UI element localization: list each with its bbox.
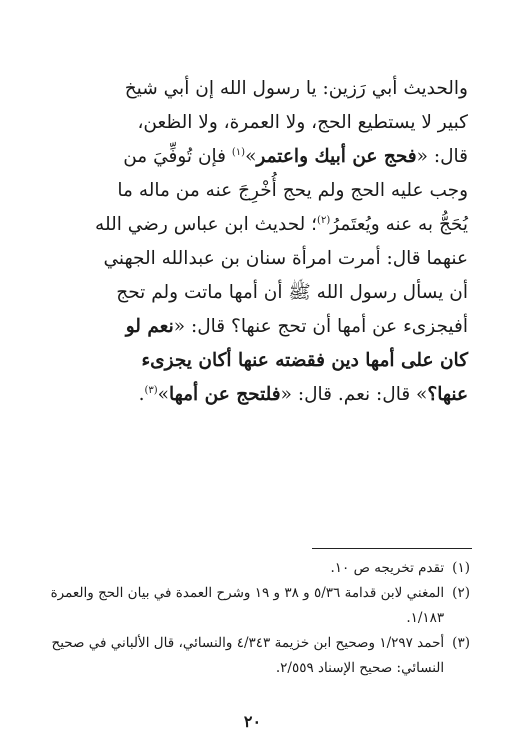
footnote-text: تقدم تخريجه ص ١٠. [330, 560, 445, 576]
text-run: . [138, 384, 145, 405]
main-text [40, 72, 468, 412]
footnote-number: (٢) [452, 585, 470, 601]
text-line [40, 310, 468, 344]
text-line [40, 140, 468, 174]
text-run: أفيجزىء عن أمها أن تحج عنها؟ قال: « [173, 316, 468, 337]
text-line [40, 72, 468, 106]
footnotes [40, 556, 470, 681]
text-run: أن يسأل رسول الله ﷺ أن أمها ماتت ولم تحج [116, 282, 468, 303]
text-line [40, 242, 468, 276]
text-run: فإن تُوفِّيَ من [123, 146, 232, 167]
footnote [40, 581, 470, 631]
text-line [40, 344, 468, 378]
hadith-quote: عنها؟ [427, 384, 468, 405]
footnote [40, 631, 470, 681]
text-run: » قال: نعم. قال: « [280, 384, 428, 405]
text-run: وجب عليه الحج ولم يحج أُخْرِجَ عنه من ماله ما [117, 180, 468, 201]
text-run: عنهما قال: أمرت امرأة سنان بن عبدالله الجهني [103, 248, 468, 269]
page-number: ٢٠ [243, 712, 262, 731]
hadith-quote: فحج عن أبيك واعتمر [256, 146, 417, 167]
text-line [40, 378, 468, 412]
text-line [40, 276, 468, 310]
footnote-ref: (٢) [317, 214, 331, 226]
text-line [40, 208, 468, 242]
hadith-quote: نعم لو [125, 316, 174, 337]
footnote-ref: (٣) [144, 384, 158, 396]
footnote-number: (٣) [452, 635, 470, 651]
hadith-quote: فلتحج عن أمها [168, 384, 281, 405]
hadith-quote: كان على أمها دين فقضته عنها أكان يجزىء [141, 350, 468, 371]
footnote-text: المغني لابن قدامة ٥/٣٦ و ٣٨ و ١٩ وشرح العمدة في بيان الحج والعمرة ١/١٨٣. [50, 585, 445, 626]
text-run: والحديث أبي رَزين: يا رسول الله إن أبي شيخ [124, 78, 468, 99]
footnote-ref: (١) [231, 146, 246, 158]
text-run: يُحَجُّ به عنه ويُعتَمرُ [330, 214, 468, 235]
text-line [40, 106, 468, 140]
footnote-number: (١) [452, 560, 470, 576]
text-run: » [245, 146, 257, 167]
text-line [40, 174, 468, 208]
footnote-separator [312, 548, 472, 549]
text-run: قال: « [416, 146, 468, 167]
text-run: » [157, 384, 169, 405]
text-run: ؛ لحديث ابن عباس رضي الله [95, 214, 318, 235]
footnote [40, 556, 470, 581]
text-run: كبير لا يستطيع الحج، ولا العمرة، ولا الظعن، [137, 112, 468, 133]
footnote-text: أحمد ١/٢٩٧ وصحيح ابن خزيمة ٤/٣٤٣ والنسائي، قال الألباني في صحيح النسائي: صحيح الإسناد ٢/٥٥٩. [51, 635, 445, 676]
